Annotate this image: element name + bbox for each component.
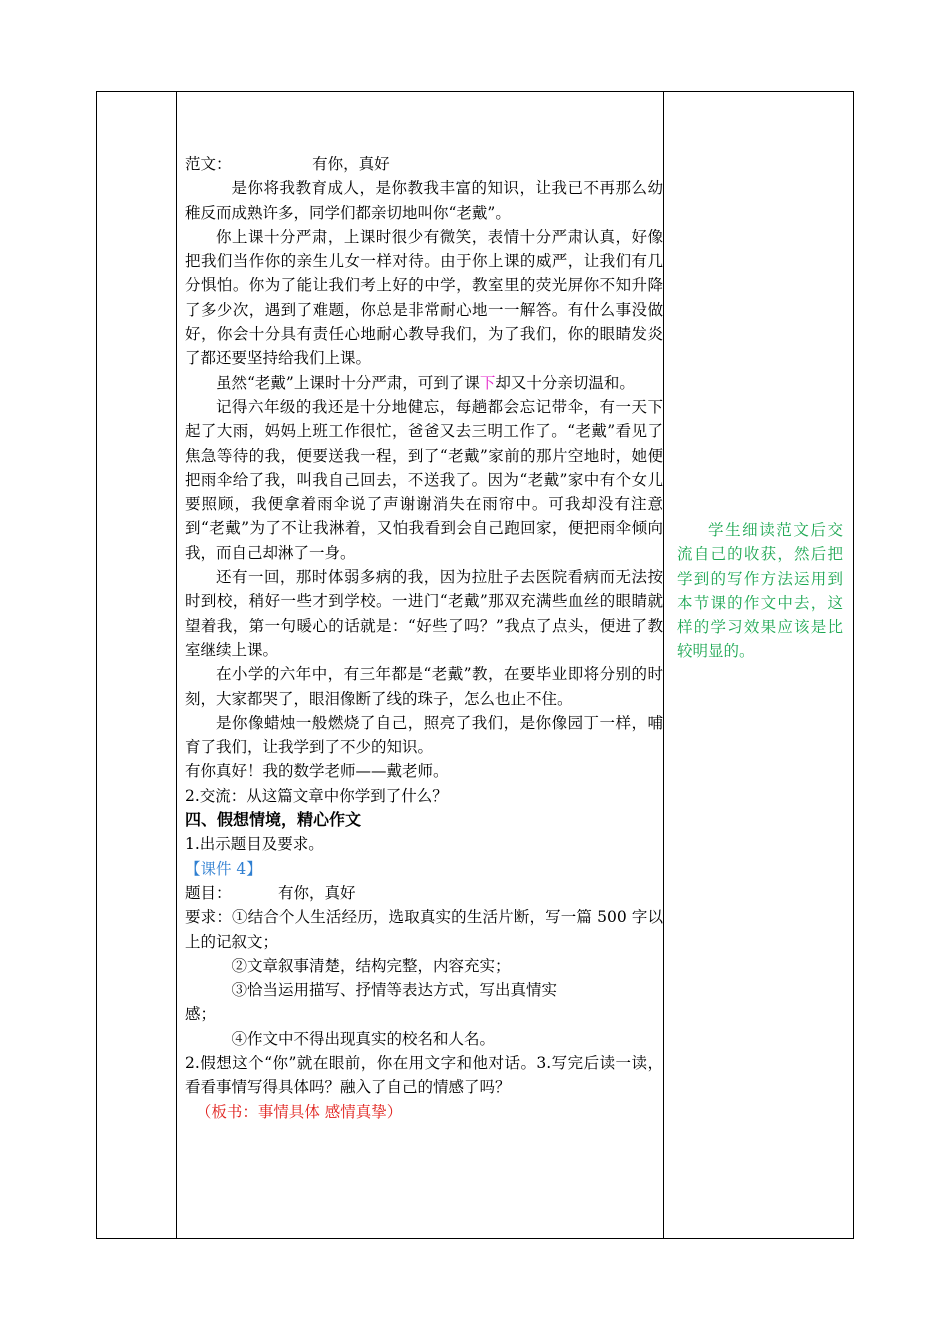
requirement-2: ②文章叙事清楚，结构完整，内容充实； <box>231 956 511 975</box>
step-2-3: 2.假想这个“你”就在眼前，你在用文字和他对话。3.写完后读一读，看看事情写得具体吗？融入了自己的情感了吗？ <box>185 1053 663 1097</box>
sample-paragraph-8: 有你真好！我的数学老师——戴老师。 <box>185 762 449 781</box>
sample-paragraph-7: 是你像蜡烛一般燃烧了自己，照亮了我们，是你像园丁一样，哺育了我们，让我学到了不少的知识。 <box>185 713 663 757</box>
requirement-1: 要求：①结合个人生活经历，选取真实的生活片断，写一篇 500 字以上的记叙文； <box>185 908 663 951</box>
side-note: 学生细读范文后交流自己的收获，然后把学到的写作方法运用到本节课的作文中去，这样的学习效果应该是比较明显的。 <box>677 521 843 661</box>
requirement-3-cont: 感； <box>185 1005 217 1024</box>
section-heading-4: 四、假想情境，精心作文 <box>185 810 362 830</box>
sample-paragraph-3: 虽然“老戴”上课时十分严肃，可到了课下却又十分亲切温和。 <box>216 373 635 392</box>
topic-line: 题目： 有你，真好 <box>185 883 356 902</box>
column-divider-left <box>176 92 177 1238</box>
courseware-label: 【课件 4】 <box>185 859 262 878</box>
requirement-4: ④作文中不得出现真实的校名和人名。 <box>231 1029 496 1048</box>
lesson-table <box>96 91 854 1239</box>
topic-title: 有你，真好 <box>278 883 356 902</box>
exchange-step: 2.交流：从这篇文章中你学到了什么？ <box>185 786 448 805</box>
sample-title: 有你，真好 <box>312 155 390 173</box>
sample-paragraph-4: 记得六年级的我还是十分地健忘，每趟都会忘记带伞，有一天下起了大雨，妈妈上班工作很忙，爸爸又去三明工作了。“老戴”看见了焦急等待的我，便要送我一程，到了“老戴”家前的那片空地时，她便把雨伞给了我，叫我自己回去，不送我了。因为“老戴”家中有个女儿要照顾，我便拿着雨伞说了声谢谢消失在雨帘中。可我却没有注意到“老戴”为了不让我淋着，又怕我看到会自己跑回家，便把雨伞倾向我，而自己却淋了一身。 <box>185 397 663 562</box>
requirement-3: ③恰当运用描写、抒情等表达方式，写出真情实 <box>231 981 558 1000</box>
step-1: 1.出示题目及要求。 <box>185 835 324 854</box>
main-content-column <box>185 152 663 1124</box>
board-note: （板书：事情具体 感情真挚） <box>195 1102 403 1121</box>
sample-heading: 范文： 有你，真好 <box>185 155 390 173</box>
column-divider-right <box>663 92 664 1238</box>
sample-paragraph-1: 是你将我教育成人，是你教我丰富的知识，让我已不再那么幼稚反而成熟许多，同学们都亲切地叫你“老戴”。 <box>185 179 663 222</box>
sample-paragraph-6: 在小学的六年中，有三年都是“老戴”教，在要毕业即将分别的时刻，大家都哭了，眼泪像断了线的珠子，怎么也止不住。 <box>185 665 663 708</box>
sample-paragraph-2: 你上课十分严肃，上课时很少有微笑，表情十分严肃认真，好像把我们当作你的亲生儿女一样对待。由于你上课的威严，让我们有几分惧怕。你为了能让我们考上好的中学，教室里的荧光屏你不知升降了多少次，遇到了难题，你总是非常耐心地一一解答。有什么事没做好，你会十分具有责任心地耐心教导我们，为了我们，你的眼睛发炎了都还要坚持给我们上课。 <box>185 227 663 368</box>
sample-paragraph-5: 还有一回，那时体弱多病的我，因为拉肚子去医院看病而无法按时到校，稍好一些才到学校。一进门“老戴”那双充满些血丝的眼睛就望着我，第一句暖心的话就是：“好些了吗？”我点了点头，便进了教室继续上课。 <box>185 568 663 659</box>
